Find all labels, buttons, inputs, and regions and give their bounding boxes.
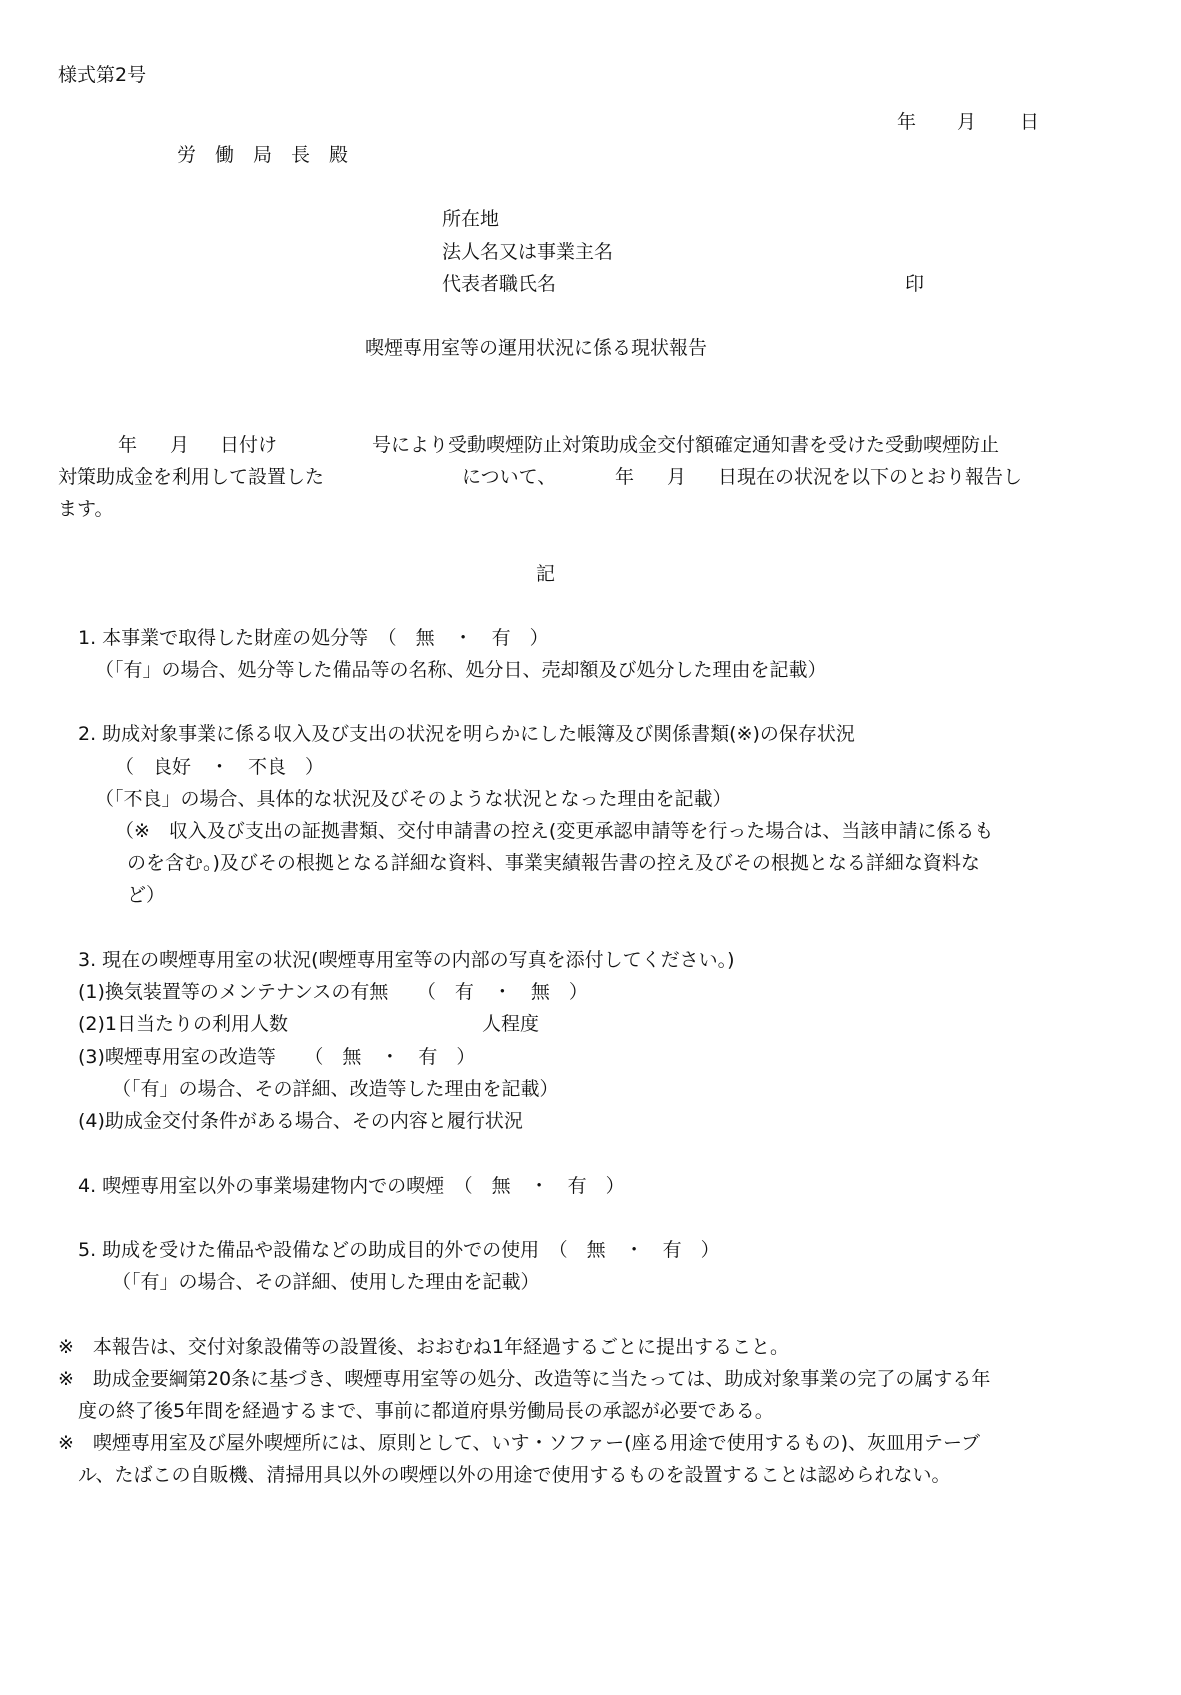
intro-line2-a: 対策助成金を利用して設置した [58,466,325,488]
intro-year: 年 [118,434,138,456]
date-month: 月 [957,111,977,133]
intro-line2-b: について、 [462,466,557,488]
item-3-1: (1)換気装置等のメンテナンスの有無 （ 有 ・ 無 ） [78,981,588,1003]
intro-line2-month: 月 [667,466,687,488]
item-3-2: (2)1日当たりの利用人数 [78,1013,289,1035]
intro-dated: 日付け [220,434,278,456]
item-2-note: （「不良」の場合、具体的な状況及びそのような状況となった理由を記載） [95,788,732,810]
date-day: 日 [1020,111,1040,133]
seal-mark: 印 [905,273,925,295]
note-2-line-1: ※ 助成金要綱第20条に基づき、喫煙専用室等の処分、改造等に当たっては、助成対象事業の完了の属する年 [58,1368,991,1390]
item-2-remark-1: （※ 収入及び支出の証拠書類、交付申請書の控え(変更承認申請等を行った場合は、当該申請に係るも [115,820,994,842]
applicant-rep: 代表者職氏名 [442,273,557,295]
applicant-name: 法人名又は事業主名 [442,241,614,263]
item-3-2-unit: 人程度 [482,1013,540,1035]
applicant-location: 所在地 [442,208,500,230]
item-2-options: （ 良好 ・ 不良 ） [115,756,325,778]
item-1: 1. 本事業で取得した財産の処分等 （ 無 ・ 有 ） [78,627,549,649]
note-2-line-2: 度の終了後5年間を経過するまで、事前に都道府県労働局長の承認が必要である。 [78,1400,774,1422]
item-3: 3. 現在の喫煙専用室の状況(喫煙専用室等の内部の写真を添付してください。) [78,949,735,971]
intro-line1: 号により受動喫煙防止対策助成金交付額確定通知書を受けた受動喫煙防止 [372,434,1000,456]
item-2: 2. 助成対象事業に係る収入及び支出の状況を明らかにした帳簿及び関係書類(※)の保存状況 [78,723,855,745]
intro-line3: ます。 [58,498,114,520]
item-3-4: (4)助成金交付条件がある場合、その内容と履行状況 [78,1110,523,1132]
item-2-remark-2: のを含む。)及びその根拠となる詳細な資料、事業実績報告書の控え及びその根拠となる詳細な資料な [127,852,980,874]
intro-line2-c: 日現在の状況を以下のとおり報告し [718,466,1023,488]
date-year: 年 [897,111,917,133]
intro-month: 月 [170,434,190,456]
ki-heading: 記 [536,563,556,585]
note-3-line-1: ※ 喫煙専用室及び屋外喫煙所には、原則として、いす・ソファー(座る用途で使用するもの)、灰皿用テーブ [58,1432,981,1454]
item-3-3: (3)喫煙専用室の改造等 （ 無 ・ 有 ） [78,1046,476,1068]
note-3-line-2: ル、たばこの自販機、清掃用具以外の喫煙以外の用途で使用するものを設置することは認められない。 [78,1464,951,1486]
document-title: 喫煙専用室等の運用状況に係る現状報告 [365,337,708,359]
item-4: 4. 喫煙専用室以外の事業場建物内での喫煙 （ 無 ・ 有 ） [78,1175,625,1197]
item-1-note: （「有」の場合、処分等した備品等の名称、処分日、売却額及び処分した理由を記載） [95,659,827,681]
item-5-note: （「有」の場合、その詳細、使用した理由を記載） [112,1271,540,1293]
intro-line2-year: 年 [615,466,635,488]
addressee: 労 働 局 長 殿 [177,144,349,166]
note-1: ※ 本報告は、交付対象設備等の設置後、おおむね1年経過するごとに提出すること。 [58,1336,790,1358]
form-number: 様式第2号 [58,64,147,86]
item-3-3-note: （「有」の場合、その詳細、改造等した理由を記載） [112,1078,559,1100]
item-2-remark-3: ど） [127,884,166,906]
item-5: 5. 助成を受けた備品や設備などの助成目的外での使用 （ 無 ・ 有 ） [78,1239,720,1261]
